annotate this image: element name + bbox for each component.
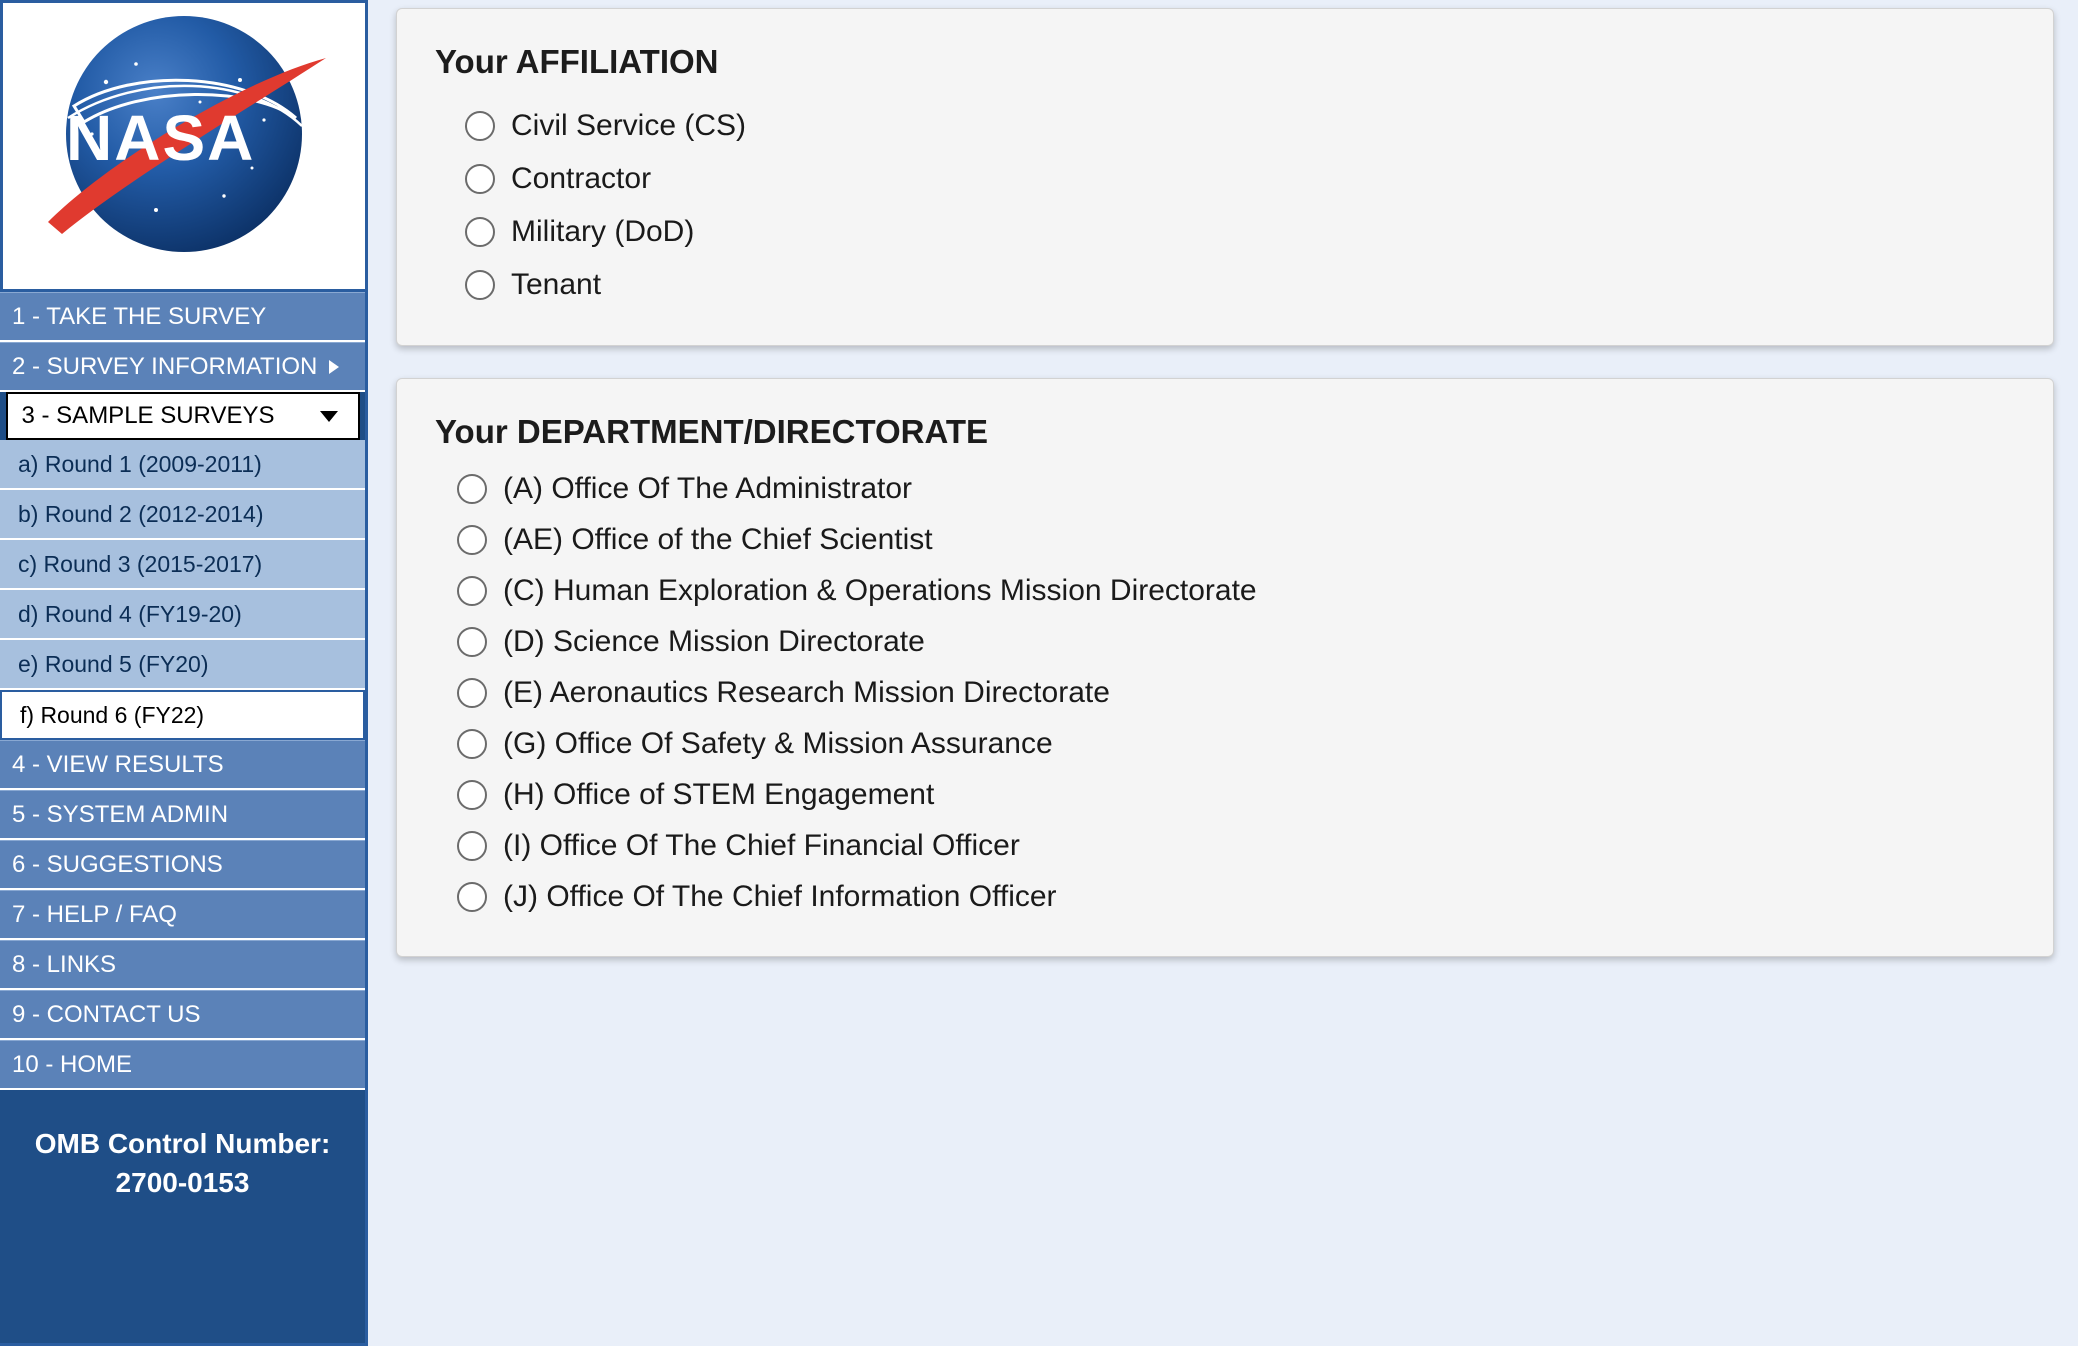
sidebar-subitem-label: d) Round 4 (FY19-20) — [18, 600, 242, 627]
sidebar — [0, 0, 368, 1346]
radio-icon[interactable] — [457, 780, 487, 810]
department-option-ae[interactable] — [435, 514, 2015, 565]
department-title: Your DEPARTMENT/DIRECTORATE — [435, 413, 989, 450]
option-label: Civil Service (CS) — [511, 109, 747, 142]
option-label: (D) Science Mission Directorate — [503, 625, 925, 658]
sidebar-subitem-label: e) Round 5 (FY20) — [18, 650, 209, 677]
sidebar-item-label: 7 - HELP / FAQ — [12, 900, 177, 928]
nasa-wordmark: NASA — [66, 102, 256, 174]
department-option-g[interactable] — [435, 718, 2015, 769]
sidebar-item-label: 10 - HOME — [12, 1050, 133, 1078]
option-label: (E) Aeronautics Research Mission Directorate — [503, 676, 1110, 709]
option-label: (H) Office of STEM Engagement — [503, 778, 935, 811]
sidebar-subitem-round-4[interactable] — [0, 590, 365, 640]
radio-icon[interactable] — [457, 882, 487, 912]
chevron-down-icon — [320, 411, 338, 422]
option-label: Tenant — [511, 268, 602, 301]
department-option-h[interactable] — [435, 769, 2015, 820]
department-option-j[interactable] — [435, 871, 2015, 922]
sidebar-item-contact-us[interactable] — [0, 990, 365, 1040]
main-content — [368, 0, 2078, 1346]
department-option-i[interactable] — [435, 820, 2015, 871]
sidebar-subitem-round-5[interactable] — [0, 640, 365, 690]
option-label: (G) Office Of Safety & Mission Assurance — [503, 727, 1053, 760]
sidebar-item-take-the-survey[interactable] — [0, 292, 365, 342]
sidebar-item-label: 6 - SUGGESTIONS — [12, 850, 223, 878]
sidebar-item-view-results[interactable] — [0, 740, 365, 790]
radio-icon[interactable] — [457, 831, 487, 861]
sidebar-item-system-admin[interactable] — [0, 790, 365, 840]
radio-icon[interactable] — [457, 576, 487, 606]
option-label: Military (DoD) — [511, 215, 695, 248]
radio-icon[interactable] — [457, 729, 487, 759]
nasa-logo-icon — [14, 10, 354, 282]
affiliation-option-military[interactable] — [435, 205, 2015, 258]
affiliation-title: Your AFFILIATION — [435, 43, 719, 80]
sidebar-item-label: 3 - SAMPLE SURVEYS — [21, 402, 275, 429]
sidebar-subitem-label: c) Round 3 (2015-2017) — [18, 550, 263, 577]
sidebar-item-label: 9 - CONTACT US — [12, 1000, 201, 1028]
radio-icon[interactable] — [465, 164, 495, 194]
sidebar-item-suggestions[interactable] — [0, 840, 365, 890]
department-option-e[interactable] — [435, 667, 2015, 718]
nasa-logo-box — [0, 0, 368, 292]
option-label: (C) Human Exploration & Operations Mission Directorate — [503, 574, 1257, 607]
omb-control-number — [0, 1090, 365, 1202]
omb-label: OMB Control Number: — [34, 1128, 331, 1159]
sidebar-subitem-label: b) Round 2 (2012-2014) — [18, 500, 264, 527]
option-label: (J) Office Of The Chief Information Officer — [503, 880, 1057, 913]
sidebar-subitem-round-1[interactable] — [0, 440, 365, 490]
radio-icon[interactable] — [457, 678, 487, 708]
option-label: Contractor — [511, 162, 652, 195]
sidebar-subitem-round-6[interactable] — [0, 690, 365, 740]
sidebar-item-home[interactable] — [0, 1040, 365, 1090]
sidebar-subitem-round-2[interactable] — [0, 490, 365, 540]
affiliation-card — [396, 8, 2054, 346]
sidebar-item-label: 8 - LINKS — [12, 950, 117, 978]
sidebar-item-links[interactable] — [0, 940, 365, 990]
sidebar-item-help-faq[interactable] — [0, 890, 365, 940]
radio-icon[interactable] — [457, 474, 487, 504]
radio-icon[interactable] — [465, 270, 495, 300]
option-label: (A) Office Of The Administrator — [503, 472, 913, 505]
sidebar-item-label: 2 - SURVEY INFORMATION — [12, 352, 318, 380]
affiliation-option-contractor[interactable] — [435, 152, 2015, 205]
sidebar-subitem-label: f) Round 6 (FY22) — [20, 701, 205, 728]
radio-icon[interactable] — [465, 217, 495, 247]
sidebar-item-label: 4 - VIEW RESULTS — [12, 750, 224, 778]
option-label: (I) Office Of The Chief Financial Officer — [503, 829, 1020, 862]
omb-value: 2700-0153 — [115, 1167, 250, 1199]
option-label: (AE) Office of the Chief Scientist — [503, 523, 933, 556]
chevron-right-icon — [329, 360, 339, 374]
radio-icon[interactable] — [465, 111, 495, 141]
department-option-a[interactable] — [435, 463, 2015, 514]
affiliation-option-tenant[interactable] — [435, 258, 2015, 311]
sidebar-subitem-round-3[interactable] — [0, 540, 365, 590]
sidebar-subitem-label: a) Round 1 (2009-2011) — [18, 450, 262, 477]
department-option-d[interactable] — [435, 616, 2015, 667]
sidebar-item-label: 5 - SYSTEM ADMIN — [12, 800, 229, 828]
affiliation-option-civil-service[interactable] — [435, 99, 2015, 152]
sidebar-item-label: 1 - TAKE THE SURVEY — [12, 302, 267, 330]
sidebar-item-survey-information[interactable] — [0, 342, 365, 392]
department-card — [396, 378, 2054, 957]
department-option-c[interactable] — [435, 565, 2015, 616]
radio-icon[interactable] — [457, 525, 487, 555]
radio-icon[interactable] — [457, 627, 487, 657]
sidebar-dropdown-sample-surveys[interactable] — [6, 392, 360, 440]
